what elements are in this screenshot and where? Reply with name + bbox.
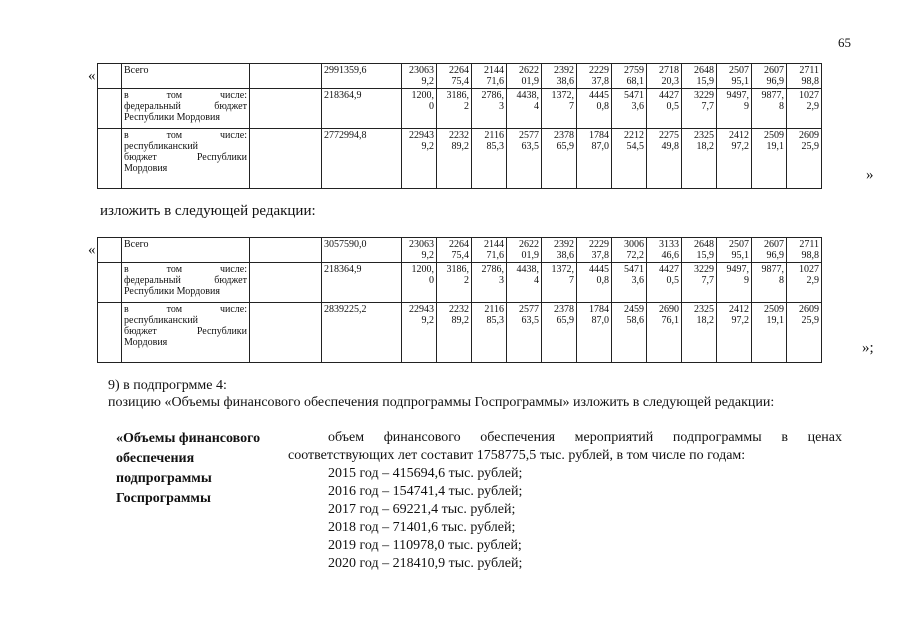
year-value-cell: [717, 303, 752, 363]
passport-years: [288, 465, 842, 573]
year-value-cell: [542, 64, 577, 89]
year-value-cell: [612, 263, 647, 303]
close-quote-1: »: [866, 167, 874, 183]
value-part: 2392: [554, 239, 574, 250]
value-part: 2690: [659, 304, 679, 315]
year-value-cell: [717, 263, 752, 303]
value-part: 2232: [449, 304, 469, 315]
year-value-cell: [752, 263, 787, 303]
blank-cell: [250, 89, 322, 129]
passport-lead-line1: объем финансового обеспечения мероприятий подпрограммы в ценах: [328, 430, 842, 445]
value-part: 71,6: [486, 76, 504, 87]
value-part: 2229: [589, 65, 609, 76]
year-value-cell: [612, 64, 647, 89]
value-part: 2144: [484, 239, 504, 250]
value-part: 22943: [409, 130, 434, 141]
value-part: 2648: [694, 65, 714, 76]
row-label-line: в том числе:: [124, 304, 247, 315]
table-row: [98, 64, 822, 89]
year-value-cell: [787, 129, 822, 189]
year-value-cell: [472, 303, 507, 363]
row-label-line: Республики Мордовия: [124, 112, 220, 123]
year-value-cell: [787, 238, 822, 263]
value-part: 2325: [694, 130, 714, 141]
value-part: 2,9: [806, 101, 819, 112]
year-value-cell: [402, 89, 437, 129]
row-label-line: Мордовия: [124, 163, 168, 174]
blank-cell: [250, 263, 322, 303]
value-part: 2325: [694, 304, 714, 315]
value-part: 2392: [554, 65, 574, 76]
year-value-cell: [507, 263, 542, 303]
row-label-line: Республики Мордовия: [124, 286, 220, 297]
value-part: 01,9: [521, 250, 539, 261]
table-row: [98, 303, 822, 363]
value-part: 1200,: [411, 264, 434, 275]
value-part: 87,0: [591, 315, 609, 326]
item-text: позицию «Объемы финансового обеспечения подпрограммы Госпрограммы» изложить в следующей редакции:: [108, 395, 775, 410]
value-part: 18,2: [696, 315, 714, 326]
value-part: 9497,: [726, 90, 749, 101]
value-part: 2116: [484, 304, 504, 315]
year-value-cell: [717, 64, 752, 89]
value-part: 63,5: [521, 315, 539, 326]
table-row: [98, 263, 822, 303]
year-value-cell: [752, 303, 787, 363]
value-part: 18,2: [696, 141, 714, 152]
value-part: 4445: [589, 264, 609, 275]
value-part: 2607: [764, 239, 784, 250]
page-number: 65: [838, 35, 851, 50]
value-part: 15,9: [696, 76, 714, 87]
year-value-cell: [472, 263, 507, 303]
row-label-line: федеральный бюджет: [124, 101, 247, 112]
value-part: 2609: [799, 304, 819, 315]
year-value-cell: [787, 263, 822, 303]
value-part: 2622: [519, 239, 539, 250]
year-value-cell: [542, 303, 577, 363]
year-value-cell: [577, 129, 612, 189]
year-value-cell: [612, 238, 647, 263]
value-part: 25,9: [801, 315, 819, 326]
value-part: 5471: [624, 90, 644, 101]
value-part: 3229: [694, 90, 714, 101]
value-part: 8: [779, 101, 784, 112]
value-part: 2144: [484, 65, 504, 76]
value-part: 2229: [589, 239, 609, 250]
value-part: 2718: [659, 65, 679, 76]
value-part: 2: [464, 275, 469, 286]
year-value-cell: [542, 263, 577, 303]
value-part: 4: [534, 275, 539, 286]
value-part: 0: [429, 101, 434, 112]
value-part: 3,6: [631, 101, 644, 112]
year-value-cell: [402, 129, 437, 189]
year-value-cell: [682, 89, 717, 129]
value-part: 2: [464, 101, 469, 112]
value-part: 63,5: [521, 141, 539, 152]
value-part: 8: [779, 275, 784, 286]
value-part: 01,9: [521, 76, 539, 87]
value-part: 58,6: [626, 315, 644, 326]
value-part: 2577: [519, 304, 539, 315]
value-part: 37,8: [591, 76, 609, 87]
year-value-cell: [647, 129, 682, 189]
value-part: 75,4: [451, 250, 469, 261]
year-value-cell: [787, 303, 822, 363]
row-label: Всего: [122, 64, 250, 89]
year-value-cell: [752, 89, 787, 129]
blank-cell: [98, 64, 122, 89]
year-value-cell: [647, 303, 682, 363]
value-part: 2786,: [481, 264, 504, 275]
passport-year-line: 2020 год – 218410,9 тыс. рублей;: [328, 556, 523, 571]
value-part: 25,9: [801, 141, 819, 152]
row-label: [122, 263, 250, 303]
year-value-cell: [577, 89, 612, 129]
year-value-cell: [717, 89, 752, 129]
value-part: 1784: [589, 130, 609, 141]
passport-year-line: 2019 год – 110978,0 тыс. рублей;: [328, 538, 522, 553]
year-value-cell: [472, 89, 507, 129]
blank-cell: [98, 238, 122, 263]
year-value-cell: [472, 64, 507, 89]
year-value-cell: [577, 303, 612, 363]
year-value-cell: [577, 64, 612, 89]
year-value-cell: [437, 263, 472, 303]
value-part: 19,1: [766, 315, 784, 326]
row-label-line: бюджет Республики: [124, 326, 247, 337]
value-part: 98,8: [801, 76, 819, 87]
value-part: 96,9: [766, 76, 784, 87]
value-part: 76,1: [661, 315, 679, 326]
value-part: 9,2: [421, 250, 434, 261]
year-value-cell: [787, 89, 822, 129]
year-value-cell: [437, 129, 472, 189]
open-quote-2: «: [88, 242, 96, 258]
row-label: [122, 89, 250, 129]
blank-cell: [250, 238, 322, 263]
value-part: 2116: [484, 130, 504, 141]
value-part: 9497,: [726, 264, 749, 275]
value-part: 4427: [659, 90, 679, 101]
year-value-cell: [402, 238, 437, 263]
value-part: 4445: [589, 90, 609, 101]
row-label-line: федеральный бюджет: [124, 275, 247, 286]
value-part: 2711: [799, 65, 819, 76]
table-row: [98, 129, 822, 189]
value-part: 95,1: [731, 250, 749, 261]
value-part: 2275: [659, 130, 679, 141]
year-value-cell: [752, 129, 787, 189]
value-part: 2786,: [481, 90, 504, 101]
year-value-cell: [577, 263, 612, 303]
value-part: 87,0: [591, 141, 609, 152]
year-value-cell: [682, 303, 717, 363]
value-part: 7,7: [701, 101, 714, 112]
value-part: 3133: [659, 239, 679, 250]
value-part: 2609: [799, 130, 819, 141]
value-part: 38,6: [556, 76, 574, 87]
year-value-cell: [542, 238, 577, 263]
value-part: 2378: [554, 130, 574, 141]
value-part: 0,5: [666, 275, 679, 286]
year-value-cell: [717, 238, 752, 263]
value-part: 38,6: [556, 250, 574, 261]
value-part: 98,8: [801, 250, 819, 261]
value-part: 2264: [449, 65, 469, 76]
row-label: [122, 129, 250, 189]
value-part: 7: [569, 101, 574, 112]
value-part: 19,1: [766, 141, 784, 152]
close-quote-2: »;: [862, 340, 874, 356]
value-part: 2459: [624, 304, 644, 315]
value-part: 85,3: [486, 141, 504, 152]
row-label-line: республиканский: [124, 315, 199, 326]
value-part: 1372,: [551, 90, 574, 101]
value-part: 2412: [729, 304, 749, 315]
year-value-cell: [437, 64, 472, 89]
item-heading: 9) в подпрогрмме 4:: [108, 378, 227, 393]
value-part: 89,2: [451, 141, 469, 152]
row-total: 218364,9: [322, 263, 402, 303]
funding-table-old: [97, 63, 822, 189]
year-value-cell: [542, 89, 577, 129]
value-part: 2622: [519, 65, 539, 76]
value-part: 2412: [729, 130, 749, 141]
value-part: 1027: [799, 264, 819, 275]
year-value-cell: [647, 64, 682, 89]
year-value-cell: [437, 303, 472, 363]
year-value-cell: [542, 129, 577, 189]
value-part: 65,9: [556, 141, 574, 152]
value-part: 89,2: [451, 315, 469, 326]
value-part: 85,3: [486, 315, 504, 326]
value-part: 9877,: [761, 90, 784, 101]
value-part: 46,6: [661, 250, 679, 261]
year-value-cell: [437, 238, 472, 263]
year-value-cell: [507, 303, 542, 363]
value-part: 9,2: [421, 76, 434, 87]
blank-cell: [98, 129, 122, 189]
value-part: 37,8: [591, 250, 609, 261]
year-value-cell: [472, 129, 507, 189]
value-part: 7,7: [701, 275, 714, 286]
passport-year-line: 2016 год – 154741,4 тыс. рублей;: [328, 484, 523, 499]
row-label-line: Мордовия: [124, 337, 168, 348]
value-part: 1372,: [551, 264, 574, 275]
year-value-cell: [612, 129, 647, 189]
value-part: 2607: [764, 65, 784, 76]
blank-cell: [250, 64, 322, 89]
value-part: 4438,: [516, 90, 539, 101]
value-part: 3186,: [446, 90, 469, 101]
value-part: 2509: [764, 130, 784, 141]
value-part: 3,6: [631, 275, 644, 286]
year-value-cell: [647, 263, 682, 303]
row-label-line: в том числе:: [124, 264, 247, 275]
value-part: 2759: [624, 65, 644, 76]
blank-cell: [98, 263, 122, 303]
row-label-line: бюджет Республики: [124, 152, 247, 163]
year-value-cell: [752, 64, 787, 89]
year-value-cell: [402, 303, 437, 363]
passport-year-line: 2018 год – 71401,6 тыс. рублей;: [328, 520, 516, 535]
funding-table-new: [97, 237, 822, 363]
year-value-cell: [717, 129, 752, 189]
year-value-cell: [787, 64, 822, 89]
year-value-cell: [612, 89, 647, 129]
blank-cell: [98, 89, 122, 129]
row-total: 2839225,2: [322, 303, 402, 363]
passport-lead-line2: соответствующих лет составит 1758775,5 тыс. рублей, в том числе по годам:: [288, 448, 746, 463]
value-part: 96,9: [766, 250, 784, 261]
year-value-cell: [472, 238, 507, 263]
value-part: 4: [534, 101, 539, 112]
value-part: 0,5: [666, 101, 679, 112]
value-part: 23063: [409, 239, 434, 250]
value-part: 54,5: [626, 141, 644, 152]
value-part: 9,2: [421, 315, 434, 326]
value-part: 2232: [449, 130, 469, 141]
passport-year-line: 2015 год – 415694,6 тыс. рублей;: [328, 466, 523, 481]
value-part: 3186,: [446, 264, 469, 275]
value-part: 15,9: [696, 250, 714, 261]
value-part: 2,9: [806, 275, 819, 286]
value-part: 23063: [409, 65, 434, 76]
value-part: 2212: [624, 130, 644, 141]
passport-year-line: 2017 год – 69221,4 тыс. рублей;: [328, 502, 516, 517]
year-value-cell: [752, 238, 787, 263]
row-total: 2991359,6: [322, 64, 402, 89]
year-value-cell: [507, 129, 542, 189]
value-part: 2378: [554, 304, 574, 315]
value-part: 2711: [799, 239, 819, 250]
row-total: 2772994,8: [322, 129, 402, 189]
open-quote-1: «: [88, 68, 96, 84]
value-part: 3229: [694, 264, 714, 275]
year-value-cell: [682, 263, 717, 303]
passport-body: [288, 429, 842, 573]
year-value-cell: [437, 89, 472, 129]
row-label: [122, 303, 250, 363]
table-row: [98, 89, 822, 129]
year-value-cell: [507, 238, 542, 263]
value-part: 1027: [799, 90, 819, 101]
value-part: 2264: [449, 239, 469, 250]
year-value-cell: [612, 303, 647, 363]
blank-cell: [98, 303, 122, 363]
value-part: 2577: [519, 130, 539, 141]
value-part: 9: [744, 275, 749, 286]
value-part: 1784: [589, 304, 609, 315]
blank-cell: [250, 129, 322, 189]
row-label-line: республиканский: [124, 141, 199, 152]
value-part: 1200,: [411, 90, 434, 101]
value-part: 2509: [764, 304, 784, 315]
value-part: 9877,: [761, 264, 784, 275]
value-part: 95,1: [731, 76, 749, 87]
table-body: [98, 64, 822, 189]
value-part: 20,3: [661, 76, 679, 87]
row-total: 218364,9: [322, 89, 402, 129]
value-part: 0: [429, 275, 434, 286]
value-part: 9: [744, 101, 749, 112]
value-part: 3: [499, 101, 504, 112]
year-value-cell: [402, 64, 437, 89]
year-value-cell: [647, 89, 682, 129]
value-part: 9,2: [421, 141, 434, 152]
value-part: 3006: [624, 239, 644, 250]
value-part: 75,4: [451, 76, 469, 87]
year-value-cell: [682, 238, 717, 263]
table-body: [98, 238, 822, 363]
value-part: 4427: [659, 264, 679, 275]
value-part: 2507: [729, 239, 749, 250]
value-part: 0,8: [596, 275, 609, 286]
year-value-cell: [402, 263, 437, 303]
instruction-text: изложить в следующей редакции:: [100, 203, 316, 219]
passport-title: «Объемы финансового обеспечения подпрограммы Госпрограммы: [116, 431, 261, 506]
value-part: 49,8: [661, 141, 679, 152]
value-part: 97,2: [731, 141, 749, 152]
year-value-cell: [507, 89, 542, 129]
year-value-cell: [507, 64, 542, 89]
row-total: 3057590,0: [322, 238, 402, 263]
value-part: 5471: [624, 264, 644, 275]
row-label-line: в том числе:: [124, 90, 247, 101]
year-value-cell: [682, 64, 717, 89]
value-part: 0,8: [596, 101, 609, 112]
value-part: 72,2: [626, 250, 644, 261]
value-part: 71,6: [486, 250, 504, 261]
value-part: 68,1: [626, 76, 644, 87]
value-part: 7: [569, 275, 574, 286]
year-value-cell: [682, 129, 717, 189]
row-label: Всего: [122, 238, 250, 263]
value-part: 65,9: [556, 315, 574, 326]
year-value-cell: [577, 238, 612, 263]
value-part: 2648: [694, 239, 714, 250]
value-part: 22943: [409, 304, 434, 315]
value-part: 2507: [729, 65, 749, 76]
value-part: 3: [499, 275, 504, 286]
year-value-cell: [647, 238, 682, 263]
table-row: [98, 238, 822, 263]
value-part: 97,2: [731, 315, 749, 326]
row-label-line: в том числе:: [124, 130, 247, 141]
value-part: 4438,: [516, 264, 539, 275]
blank-cell: [250, 303, 322, 363]
